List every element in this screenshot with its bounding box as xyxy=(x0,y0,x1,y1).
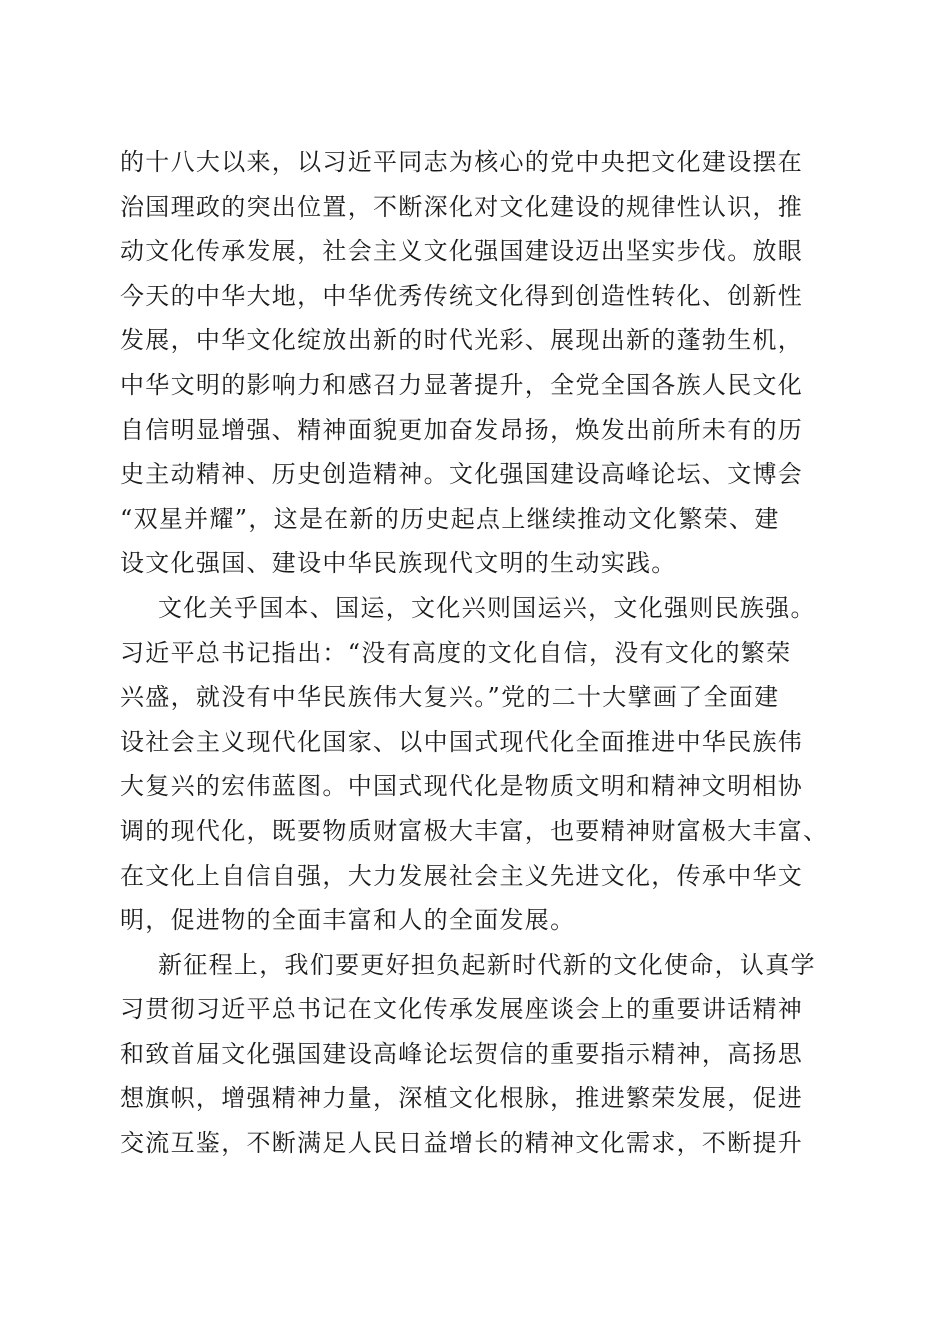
text-line: 自信明显增强、精神面貌更加奋发昂扬，焕发出前所未有的历 xyxy=(120,415,804,444)
text-line: 发展，中华文化绽放出新的时代光彩、展现出新的蓬勃生机， xyxy=(120,326,804,355)
text-line: 文化关乎国本、国运，文化兴则国运兴，文化强则民族强。 xyxy=(158,593,816,622)
text-line: 新征程上，我们要更好担负起新时代新的文化使命，认真学 xyxy=(158,950,816,979)
text-line: 的十八大以来，以习近平同志为核心的党中央把文化建设摆在 xyxy=(120,148,804,176)
text-line: 设文化强国、建设中华民族现代文明的生动实践。 xyxy=(120,549,677,578)
text-line: 习贯彻习近平总书记在文化传承发展座谈会上的重要讲话精神 xyxy=(120,995,804,1024)
text-line: 治国理政的突出位置，不断深化对文化建设的规律性认识，推 xyxy=(120,192,804,221)
paragraph-3 xyxy=(120,943,850,1166)
text-line: 想旗帜，增强精神力量，深植文化根脉，推进繁荣发展，促进 xyxy=(120,1084,804,1113)
text-line: 动文化传承发展，社会主义文化强国建设迈出坚实步伐。放眼 xyxy=(120,237,804,266)
document-body xyxy=(120,140,850,1166)
text-line: 明，促进物的全面丰富和人的全面发展。 xyxy=(120,906,576,935)
text-line: 调的现代化，既要物质财富极大丰富，也要精神财富极大丰富、 xyxy=(120,816,829,845)
text-line: 大复兴的宏伟蓝图。中国式现代化是物质文明和精神文明相协 xyxy=(120,772,804,801)
text-line: 设社会主义现代化国家、以中国式现代化全面推进中华民族伟 xyxy=(120,727,804,756)
text-line: 在文化上自信自强，大力发展社会主义先进文化，传承中华文 xyxy=(120,861,804,890)
paragraph-2 xyxy=(120,586,850,943)
text-line: 和致首届文化强国建设高峰论坛贺信的重要指示精神，高扬思 xyxy=(120,1039,804,1068)
text-line: 中华文明的影响力和感召力显著提升，全党全国各族人民文化 xyxy=(120,370,804,399)
paragraph-1 xyxy=(120,140,850,586)
text-line: 今天的中华大地，中华优秀传统文化得到创造性转化、创新性 xyxy=(120,281,804,310)
text-line: 习近平总书记指出：“没有高度的文化自信，没有文化的繁荣 xyxy=(120,638,792,667)
text-line: “双星并耀”，这是在新的历史起点上继续推动文化繁荣、建 xyxy=(120,504,780,533)
text-line: 交流互鉴，不断满足人民日益增长的精神文化需求，不断提升 xyxy=(120,1129,804,1158)
text-line: 兴盛，就没有中华民族伟大复兴。”党的二十大擘画了全面建 xyxy=(120,683,780,712)
text-line: 史主动精神、历史创造精神。文化强国建设高峰论坛、文博会 xyxy=(120,460,804,489)
